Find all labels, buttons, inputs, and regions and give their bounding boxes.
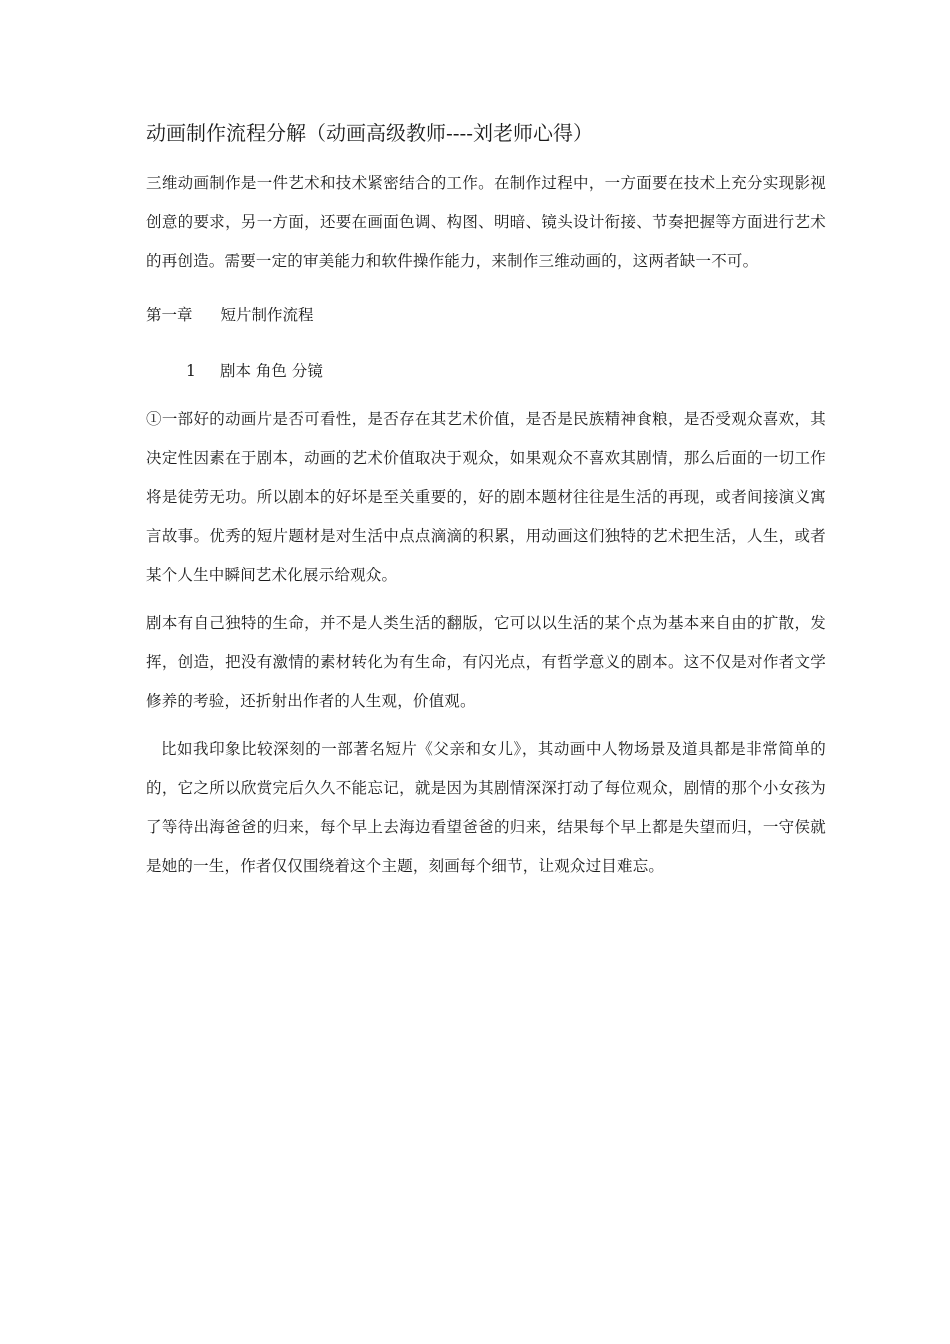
chapter-label: 第一章 [146, 306, 193, 324]
intro-paragraph: 三维动画制作是一件艺术和技术紧密结合的工作。在制作过程中，一方面要在技术上充分实现影视创意的要求，另一方面，还要在画面色调、构图、明暗、镜头设计衔接、节奏把握等方面进行艺术的再创造。需要一定的审美能力和软件操作能力，来制作三维动画的，这两者缺一不可。 [146, 174, 826, 270]
chapter-title: 短片制作流程 [220, 306, 314, 324]
section-title: 剧本 角色 分镜 [220, 362, 323, 380]
chapter-heading [146, 296, 826, 335]
body-paragraph: ①一部好的动画片是否可看性，是否存在其艺术价值，是否是民族精神食粮，是否受观众喜欢，其决定性因素在于剧本，动画的艺术价值取决于观众，如果观众不喜欢其剧情，那么后面的一切工作将是徒劳无功。所以剧本的好坏是至关重要的，好的剧本题材往往是生活的再现，或者间接演义寓言故事。优秀的短片题材是对生活中点点滴滴的积累，用动画这们独特的艺术把生活，人生，或者某个人生中瞬间艺术化展示给观众。 [146, 410, 826, 584]
document-title: 动画制作流程分解（动画高级教师----刘老师心得） [146, 121, 594, 145]
section-number: 1 [186, 362, 196, 380]
section-heading [186, 352, 826, 391]
document-page [146, 118, 826, 886]
body-paragraph: 比如我印象比较深刻的一部著名短片《父亲和女儿》，其动画中人物场景及道具都是非常简单的的，它之所以欣赏完后久久不能忘记，就是因为其剧情深深打动了每位观众，剧情的那个小女孩为了等待出海爸爸的归来，每个早上去海边看望爸爸的归来，结果每个早上都是失望而归，一守侯就是她的一生，作者仅仅围绕着这个主题，刻画每个细节，让观众过目难忘。 [146, 740, 826, 875]
body-paragraph: 剧本有自己独特的生命，并不是人类生活的翻版，它可以以生活的某个点为基本来自由的扩散，发挥，创造，把没有激情的素材转化为有生命，有闪光点，有哲学意义的剧本。这不仅是对作者文学修养的考验，还折射出作者的人生观，价值观。 [146, 614, 826, 710]
